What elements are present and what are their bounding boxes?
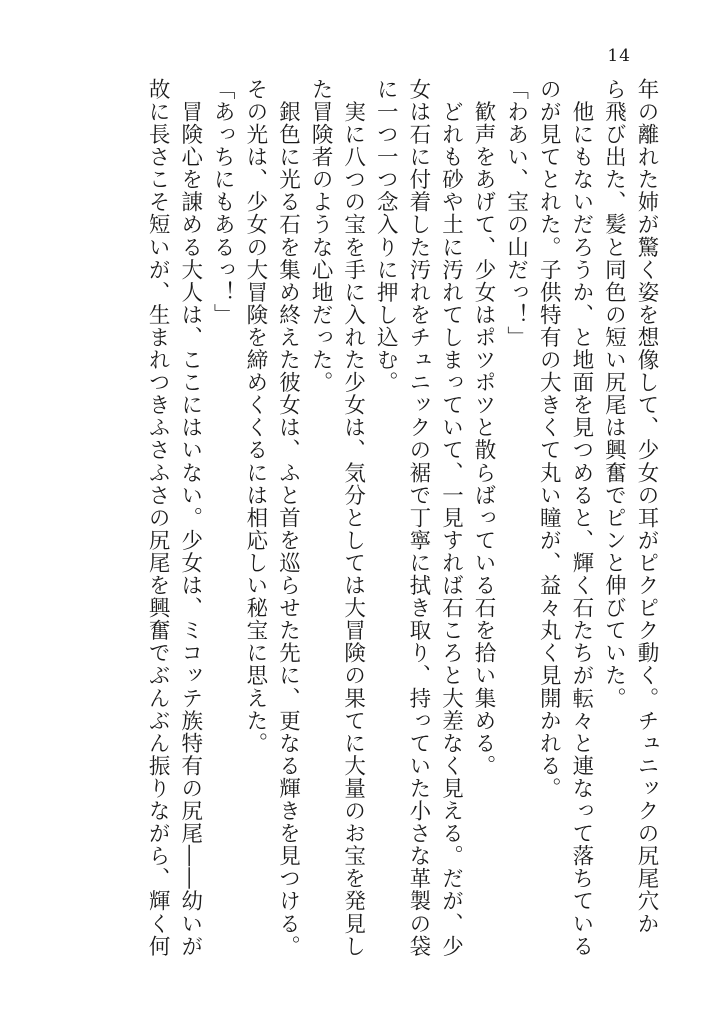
text-line: 故に長さこそ短いが、生まれつきふさふさの尻尾を興奮でぶんぶん振りながら、輝く何 <box>145 78 171 958</box>
text-line: ら飛び出た、髪と同色の短い尻尾は興奮でピンと伸びていた。 <box>601 78 627 710</box>
text-line: た冒険者のような心地だった。 <box>308 78 334 394</box>
text-line: 冒険心を諌める大人は、ここにはいない。少女は、ミコッテ族特有の尻尾――幼いが <box>177 78 203 958</box>
text-line: どれも砂や土に汚れてしまっていて、一見すれば石ころと大差なく見える。だが、少 <box>438 78 464 958</box>
text-line: 年の離れた姉が驚く姿を想像して、少女の耳がピクピク動く。チュニックの尻尾穴か <box>634 78 659 935</box>
text-line: 実に八つの宝を手に入れた少女は、気分としては大冒険の果てに大量のお宝を発見し <box>340 78 366 958</box>
text-line: 「あっちにもあるっ！」 <box>210 78 236 327</box>
text-line: 銀色に光る石を集め終えた彼女は、ふと首を巡らせた先に、更なる輝きを見つける。 <box>275 78 301 958</box>
text-line: 女は石に付着した汚れをチュニックの裾で丁寧に拭き取り、持っていた小さな革製の袋 <box>405 78 431 958</box>
novel-body-text <box>80 78 662 958</box>
text-line: 「わあい、宝の山だっ！」 <box>503 78 529 349</box>
text-line: に一つ一つ念入りに押し込む。 <box>373 78 399 394</box>
page-number: 14 <box>607 46 631 66</box>
text-line: 他にもないだろうか、と地面を見つめると、輝く石たちが転々と連なって落ちている <box>568 78 594 958</box>
text-line: 歓声をあげて、少女はポツポツと散らばっている石を拾い集める。 <box>471 78 497 778</box>
text-line: その光は、少女の大冒険を締めくくるには相応しい秘宝に思えた。 <box>242 78 268 755</box>
text-line: のが見てとれた。子供特有の大きくて丸い瞳が、益々丸く見開かれる。 <box>536 78 562 800</box>
